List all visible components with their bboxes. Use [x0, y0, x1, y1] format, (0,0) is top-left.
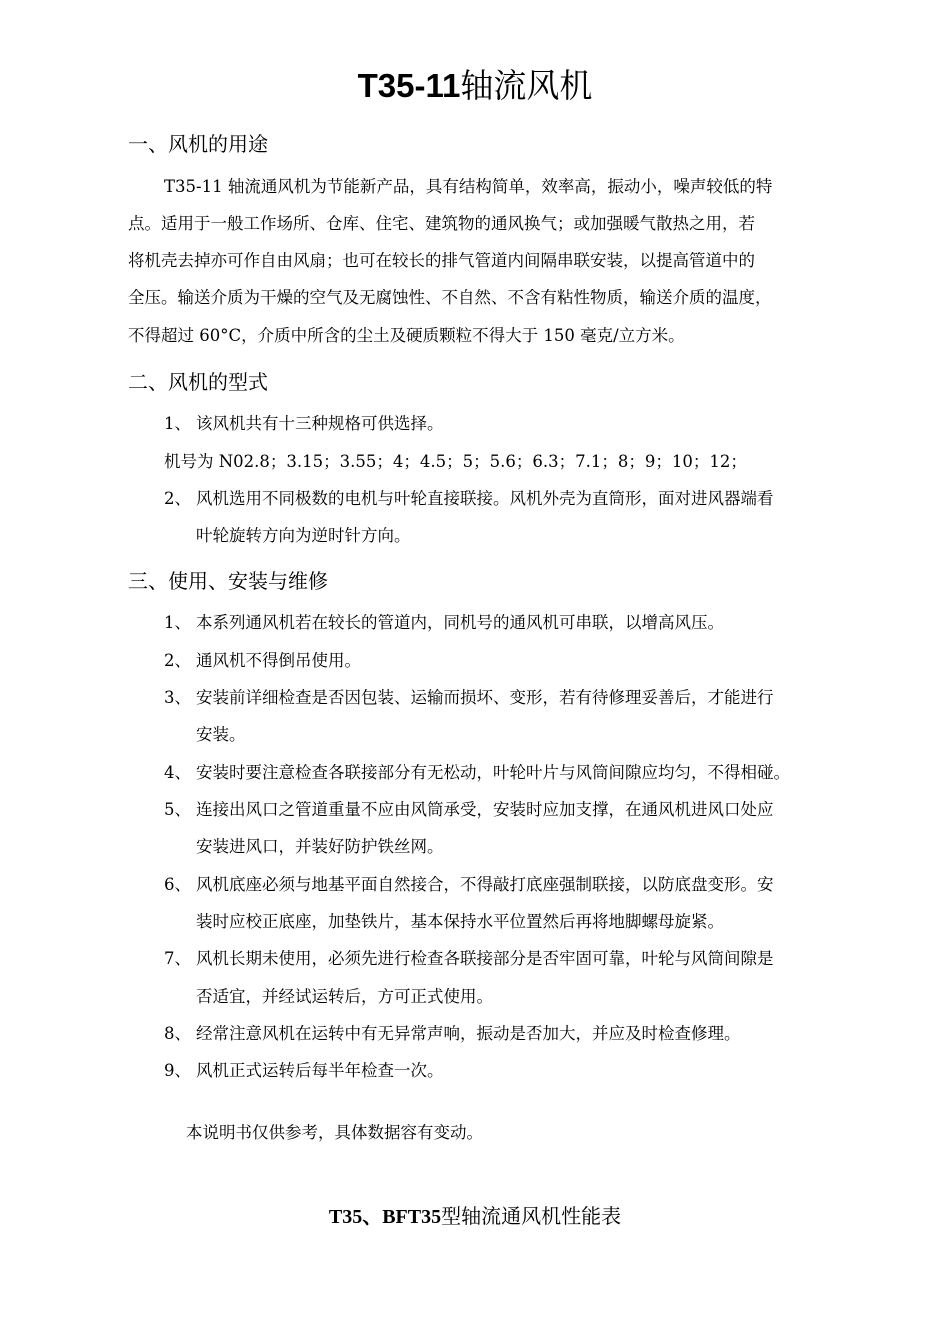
item-number: 3、 — [164, 688, 191, 707]
usage-line-5: 不得超过 60°C，介质中所含的尘土及硬质颗粒不得大于 150 毫克/立方米。 — [128, 326, 685, 345]
item-text: 风机正式运转后每半年检查一次。 — [196, 1061, 444, 1080]
maintenance-item-5-cont: 安装进风口，并装好防护铁丝网。 — [196, 837, 444, 856]
title-model: T35-11 — [357, 67, 461, 104]
usage-line-4: 全压。输送介质为干燥的空气及无腐蚀性、不自然、不含有粘性物质，输送介质的温度， — [128, 288, 772, 307]
item-number: 6、 — [164, 875, 191, 894]
item-text: 风机选用不同极数的电机与叶轮直接联接。风机外壳为直筒形，面对进风器端看 — [196, 489, 774, 508]
type-item-2-cont: 叶轮旋转方向为逆时针方向。 — [196, 526, 411, 545]
maintenance-item-2 — [164, 649, 361, 673]
item-text: 该风机共有十三种规格可供选择。 — [196, 414, 444, 433]
item-number: 2、 — [164, 489, 191, 508]
item-number: 2、 — [164, 651, 191, 670]
item-text: 安装时要注意检查各联接部分有无松动，叶轮叶片与风筒间隙应均匀，不得相碰。 — [196, 763, 790, 782]
section-heading-usage: 一、风机的用途 — [128, 132, 268, 156]
item-number: 5、 — [164, 800, 191, 819]
item-number: 4、 — [164, 763, 191, 782]
item-text: 安装前详细检查是否因包装、运输而损坏、变形，若有待修理妥善后，才能进行 — [196, 688, 774, 707]
item-number: 9、 — [164, 1061, 191, 1080]
item-number: 7、 — [164, 949, 191, 968]
maintenance-item-7-cont: 否适宜，并经试运转后，方可正式使用。 — [196, 987, 493, 1006]
table-title-models: T35、BFT35 — [328, 1206, 442, 1228]
item-number: 1、 — [164, 414, 191, 433]
usage-line-1: T35-11 轴流通风机为节能新产品，具有结构简单，效率高，振动小，噪声较低的特 — [164, 177, 773, 196]
maintenance-item-6-cont: 装时应校正底座，加垫铁片，基本保持水平位置然后再将地脚螺母旋紧。 — [196, 912, 724, 931]
models-line: 机号为 N02.8；3.15；3.55；4；4.5；5；5.6；6.3；7.1；8；9；10；12； — [164, 452, 747, 471]
maintenance-item-8 — [164, 1022, 741, 1046]
item-text: 风机长期未使用，必须先进行检查各联接部分是否牢固可靠，叶轮与风筒间隙是 — [196, 949, 774, 968]
maintenance-item-7 — [164, 947, 774, 971]
type-item-1 — [164, 412, 444, 436]
maintenance-item-5 — [164, 798, 774, 822]
section-heading-maintenance: 三、使用、安装与维修 — [128, 569, 328, 593]
document-title — [0, 64, 950, 108]
performance-table-title — [0, 1202, 950, 1231]
disclaimer-note: 本说明书仅供参考，具体数据容有变动。 — [186, 1123, 483, 1142]
usage-line-2: 点。适用于一般工作场所、仓库、住宅、建筑物的通风换气；或加强暖气散热之用，若 — [128, 214, 755, 233]
item-text: 经常注意风机在运转中有无异常声响，振动是否加大，并应及时检查修理。 — [196, 1024, 741, 1043]
item-text: 连接出风口之管道重量不应由风筒承受，安装时应加支撑，在通风机进风口处应 — [196, 800, 774, 819]
maintenance-item-1 — [164, 611, 724, 635]
item-text: 本系列通风机若在较长的管道内，同机号的通风机可串联，以增高风压。 — [196, 613, 724, 632]
title-name: 轴流风机 — [460, 66, 593, 105]
item-number: 1、 — [164, 613, 191, 632]
maintenance-item-9 — [164, 1059, 444, 1083]
maintenance-item-6 — [164, 873, 774, 897]
section-heading-type: 二、风机的型式 — [128, 370, 268, 394]
item-number: 8、 — [164, 1024, 191, 1043]
maintenance-item-3 — [164, 686, 774, 710]
item-text: 风机底座必须与地基平面自然接合，不得敲打底座强制联接，以防底盘变形。安 — [196, 875, 774, 894]
maintenance-item-4 — [164, 761, 790, 785]
item-text: 通风机不得倒吊使用。 — [196, 651, 361, 670]
maintenance-item-3-cont: 安装。 — [196, 725, 246, 744]
usage-line-3: 将机壳去掉亦可作自由风扇；也可在较长的排气管道内间隔串联安装，以提高管道中的 — [128, 251, 755, 270]
type-item-2 — [164, 487, 774, 511]
table-title-text: 型轴流通风机性能表 — [441, 1204, 622, 1228]
